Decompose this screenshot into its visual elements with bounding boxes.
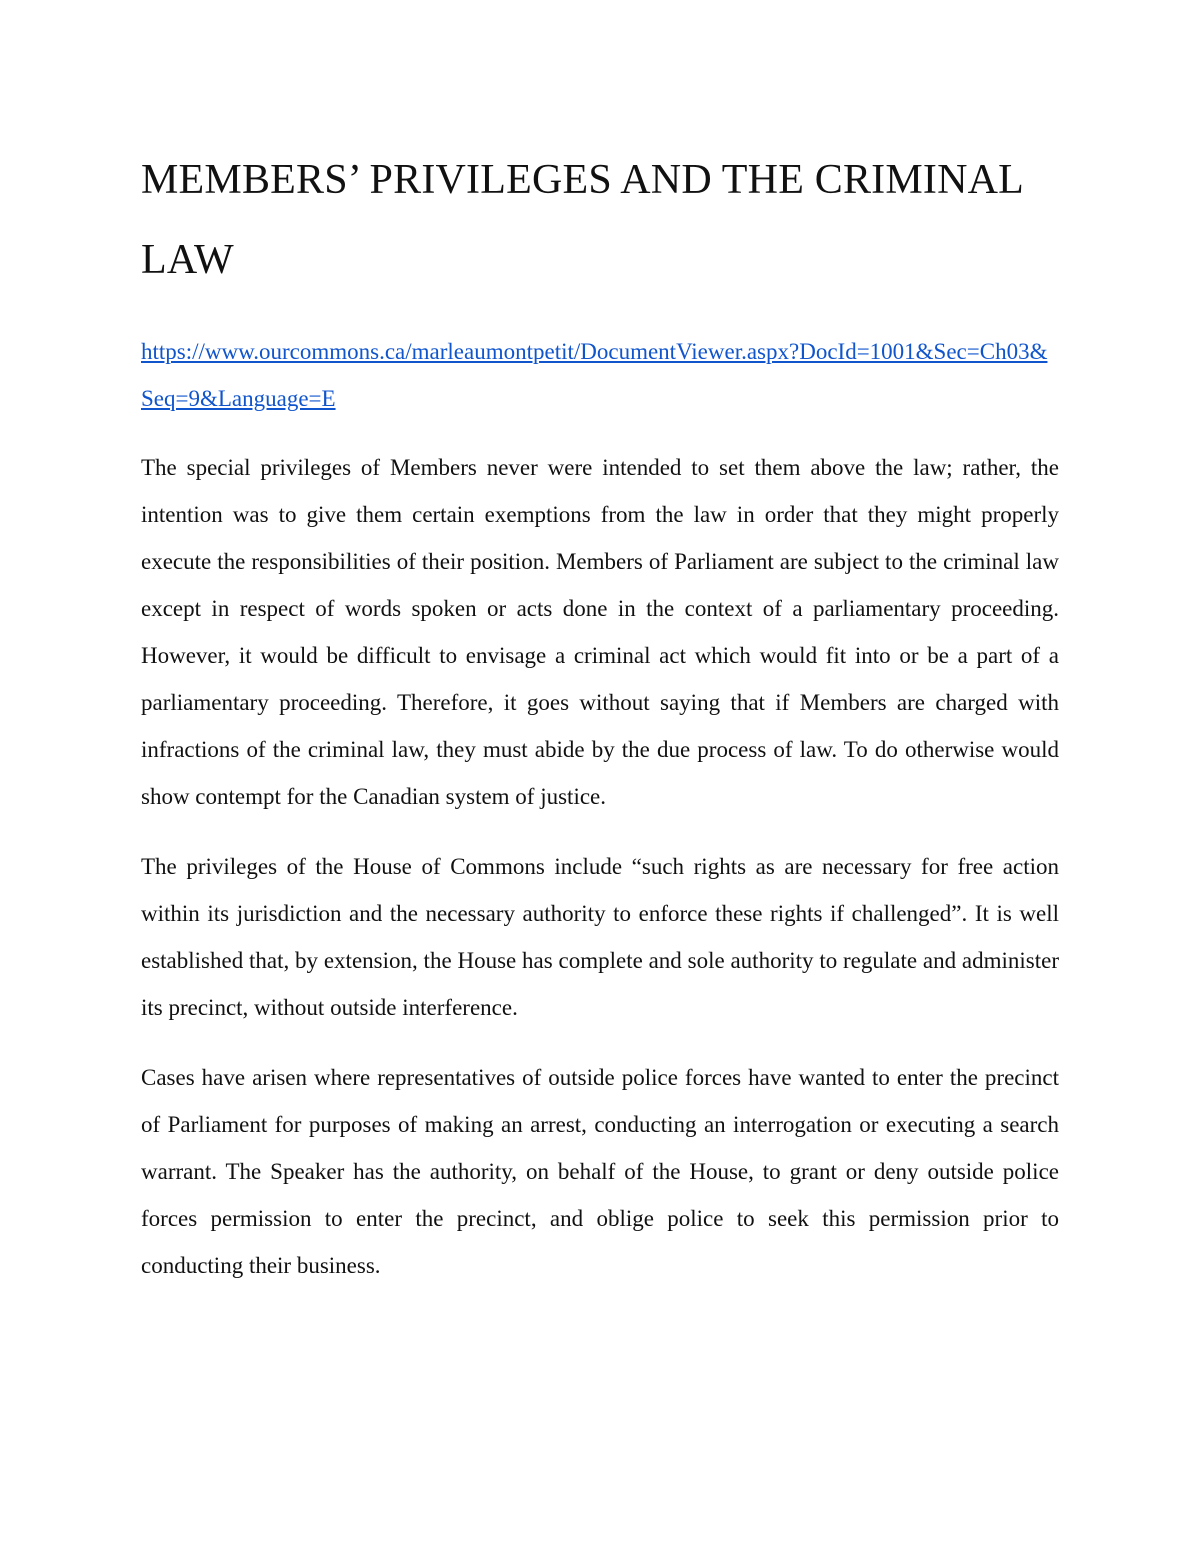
- paragraph-2: The privileges of the House of Commons include “such rights as are necessary for free action within its jurisdiction and the necessary authority to enforce these rights if challenged”. It is well established that, by extension, the House has complete and sole authority to regulate and administer its precinct, without outside interference.: [141, 854, 1059, 1020]
- source-link[interactable]: https://www.ourcommons.ca/marleaumontpetit/DocumentViewer.aspx?DocId=1001&Sec=Ch03&Seq=9&Language=E: [141, 339, 1048, 411]
- document-title: MEMBERS’ PRIVILEGES AND THE CRIMINAL LAW: [141, 157, 1023, 283]
- document-page: [141, 140, 1059, 1289]
- paragraph-3: Cases have arisen where representatives of outside police forces have wanted to enter the precinct of Parliament for purposes of making an arrest, conducting an interrogation or executing a search warrant. The Speaker has the authority, on behalf of the House, to grant or deny outside police forces permission to enter the precinct, and oblige police to seek this permission prior to conducting their business.: [141, 1065, 1059, 1278]
- paragraph-1: The special privileges of Members never were intended to set them above the law; rather, the intention was to give them certain exemptions from the law in order that they might properly execute the responsibilities of their position. Members of Parliament are subject to the criminal law except in respect of words spoken or acts done in the context of a parliamentary proceeding. However, it would be difficult to envisage a criminal act which would fit into or be a part of a parliamentary proceeding. Therefore, it goes without saying that if Members are charged with infractions of the criminal law, they must abide by the due process of law. To do otherwise would show contempt for the Canadian system of justice.: [141, 455, 1059, 809]
